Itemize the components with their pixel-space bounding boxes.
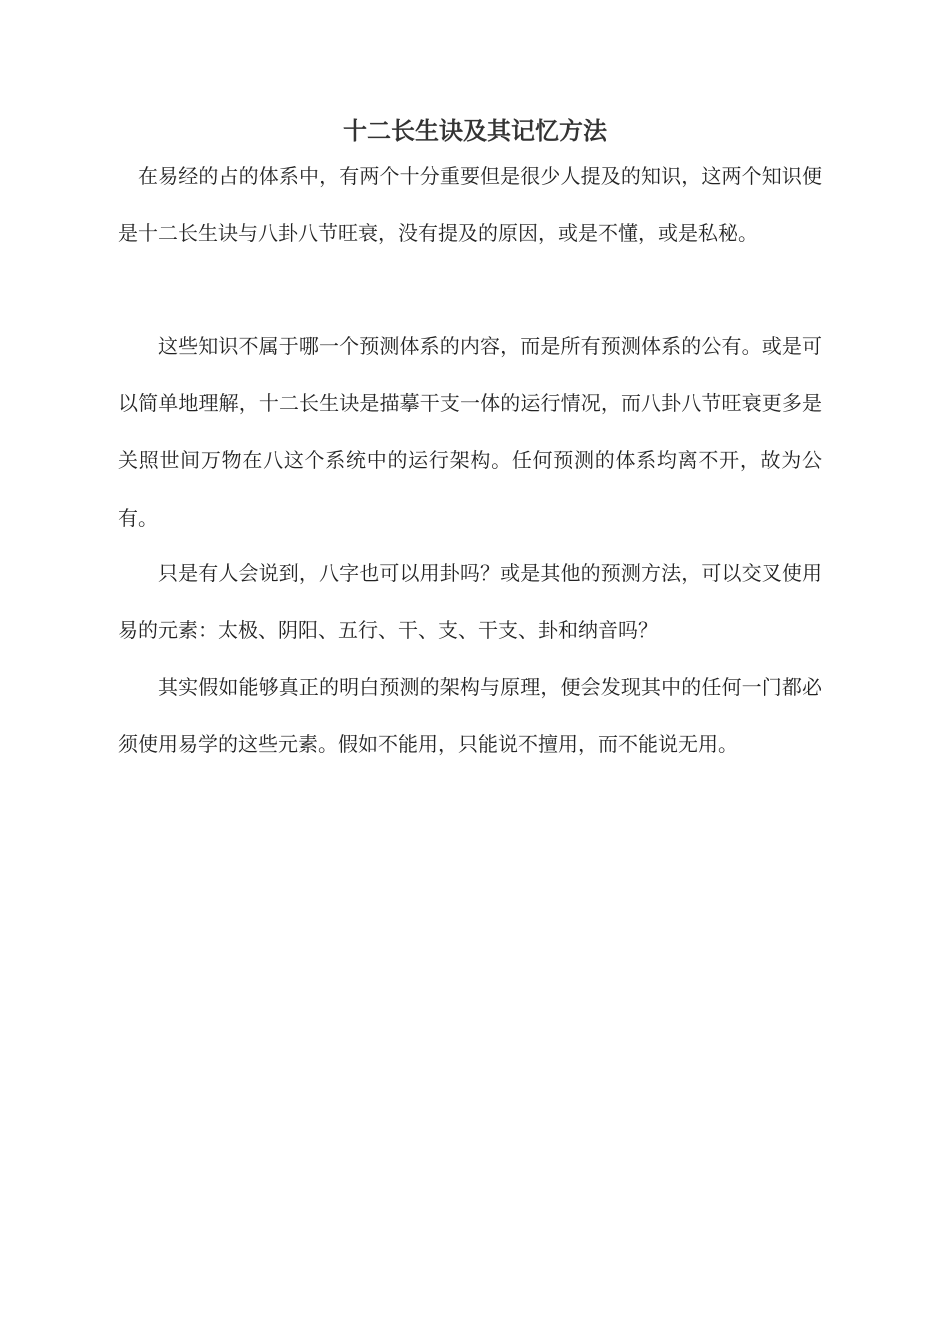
paragraph-3: 只是有人会说到，八字也可以用卦吗？或是其他的预测方法，可以交叉使用易的元素：太极、阴阳、五行、干、支、干支、卦和纳音吗？ (118, 561, 822, 643)
paragraph-1: 在易经的占的体系中，有两个十分重要但是很少人提及的知识，这两个知识便是十二长生诀与八卦八节旺衰，没有提及的原因，或是不懂，或是私秘。 (118, 164, 822, 246)
document-title: 十二长生诀及其记忆方法 (343, 116, 607, 145)
paragraph-4: 其实假如能够真正的明白预测的架构与原理，便会发现其中的任何一门都必须使用易学的这些元素。假如不能用，只能说不擅用，而不能说无用。 (118, 675, 822, 757)
paragraph-2: 这些知识不属于哪一个预测体系的内容，而是所有预测体系的公有。或是可以简单地理解，十二长生诀是描摹干支一体的运行情况，而八卦八节旺衰更多是关照世间万物在八这个系统中的运行架构。任何预测的体系均离不开，故为公有。 (118, 334, 822, 530)
